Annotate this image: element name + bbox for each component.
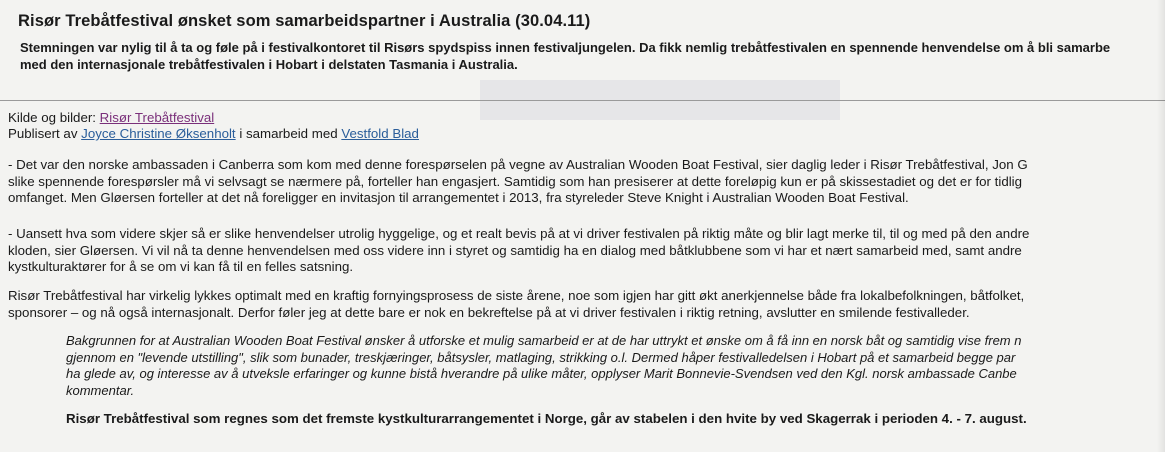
paragraph-line: kloden, sier Gløersen. Vi vil nå ta denne henvendelsen med oss videre inn i styret og samtidig ha en dialog med båtklubbene som vi har et nært samarbeid med, samt andre xyxy=(8,242,1022,258)
article-meta xyxy=(8,110,419,142)
article-lede xyxy=(20,40,1110,73)
collab-label: i samarbeid med xyxy=(235,126,342,141)
paragraph-line: Risør Trebåtfestival har virkelig lykkes optimalt med en kraftig fornyingsprosess de siste årene, noe som igjen har gitt økt anerkjennelse både fra lokalbefolkningen, båtfolket, xyxy=(8,288,1025,303)
paragraph-line: - Uansett hva som videre skjer så er slike henvendelser utrolig hyggelige, og et realt bevis på at vi driver festivalen på riktig måte og blir lagt merke til, til og med på den andre xyxy=(8,226,1030,241)
section-divider xyxy=(0,100,1165,101)
article-headline: Risør Trebåtfestival ønsket som samarbeidspartner i Australia (30.04.11) xyxy=(18,12,591,30)
paragraph-line: omfanget. Men Gløersen forteller at det nå foreligger en invitasjon til arrangementet i 2013, fra styreleder Steve Knight i Australian Wooden Boat Festival. xyxy=(8,190,909,205)
paragraph-line: - Det var den norske ambassaden i Canberra som kom med denne forespørselen på vegne av Australian Wooden Boat Festival, sier daglig leder i Risør Trebåtfestival, Jon G xyxy=(8,157,1028,172)
published-line xyxy=(8,126,419,142)
quote-line: ha glede av, og interesse av å utveksle erfaringer og kunne bistå hverandre på ulike måter, opplyser Marit Bonnevie-Svendsen ved den Kgl. norsk ambassade Canbe xyxy=(66,366,1017,381)
published-label: Publisert av xyxy=(8,126,82,141)
collab-link[interactable]: Vestfold Blad xyxy=(341,126,419,141)
paragraph-3 xyxy=(8,288,1024,321)
paragraph-1 xyxy=(8,157,1028,207)
paragraph-line: slike spennende forespørsler må vi selvsagt se nærmere på, forteller han engasjert. Samtidig som han presiserer at dette foreløpig kun er på skissestadiet og det er for tidlig xyxy=(8,173,1023,189)
closing-statement: Risør Trebåtfestival som regnes som det fremste kystkulturarrangementet i Norge, går av stabelen i den hvite by ved Skagerrak i perioden 4. - 7. august. xyxy=(66,411,1027,426)
author-link[interactable]: Joyce Christine Øksenholt xyxy=(81,126,236,141)
quote-line: kommentar. xyxy=(66,382,135,398)
lede-line: Stemningen var nylig til å ta og føle på i festivalkontoret til Risørs spydspiss innen festivaljungelen. Da fikk nemlig trebåtfestivalen en spennende henvendelse om å bli samarbe xyxy=(20,40,1111,55)
lede-line: med den internasjonale trebåtfestivalen i Hobart i delstaten Tasmania i Australia. xyxy=(20,57,518,72)
scan-edge-shadow xyxy=(1157,0,1165,452)
background-quote xyxy=(66,333,1021,399)
paragraph-line: sponsorer – og nå også internasjonalt. Derfor føler jeg at dette bare er nok en bekreftelse på at vi driver festivalen i riktig retning, avslutter en smilende festivalleder. xyxy=(8,304,970,320)
source-label: Kilde og bilder: xyxy=(8,110,100,125)
source-line xyxy=(8,110,419,126)
quote-line: Bakgrunnen for at Australian Wooden Boat Festival ønsker å utforske et mulig samarbeid er at de har uttrykt et ønske om å få inn en norsk båt og samtidig vise frem n xyxy=(66,333,1022,348)
quote-line: gjennom en "levende utstilling", slik som bunader, treskjæringer, båtsysler, matlaging, strikking o.l. Dermed håper festivalledelsen i Hobart på et samarbeid begge par xyxy=(66,349,1016,365)
source-link[interactable]: Risør Trebåtfestival xyxy=(99,110,215,125)
paragraph-2 xyxy=(8,226,1029,276)
paragraph-line: kystkulturaktører for å se om vi kan få til en felles satsning. xyxy=(8,259,354,274)
